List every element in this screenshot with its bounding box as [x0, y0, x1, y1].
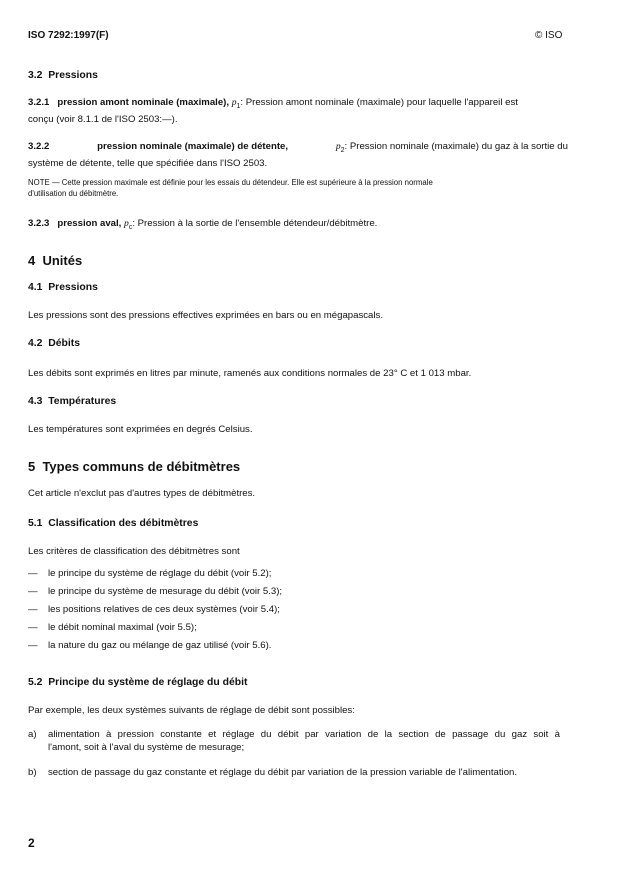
symbol-subscript: c — [128, 223, 133, 231]
definition-number: 3.2.2 — [28, 141, 50, 152]
list-dash: — — [28, 604, 38, 615]
definition-number: 3.2.1 — [28, 97, 50, 108]
definition-3-2-3 — [28, 217, 568, 234]
definition-term: pression aval, — [57, 218, 122, 229]
section-4-3-text: Les températures sont exprimées en degrés Celsius. — [28, 424, 253, 435]
section-3-2-title: 3.2 Pressions — [28, 70, 98, 81]
list-item: les positions relatives de ces deux systèmes (voir 5.4); — [48, 604, 280, 615]
definition-term: pression amont nominale (maximale), — [57, 97, 230, 108]
classification-list — [0, 568, 600, 658]
item-a-label: a) — [28, 729, 37, 740]
definition-text-cont: système de détente, telle que spécifiée dans l'ISO 2503. — [28, 157, 268, 169]
item-b-line: section de passage du gaz constante et réglage du débit par variation de la pression variable de l'alimentation. — [48, 767, 518, 778]
definition-3-2-1 — [28, 96, 568, 126]
list-item: le débit nominal maximal (voir 5.5); — [48, 622, 197, 633]
definition-term: pression nominale (maximale) de détente, — [97, 141, 289, 152]
section-5-title: 5 Types communs de débitmètres — [28, 459, 241, 474]
section-4-1-text: Les pressions sont des pressions effectives exprimées en bars ou en mégapascals. — [28, 310, 383, 321]
section-4-2-text: Les débits sont exprimés en litres par minute, ramenés aux conditions normales de 23° C et 1 013 mbar. — [28, 368, 472, 379]
item-a-line: l'amont, soit à l'aval du système de mesurage; — [48, 742, 245, 753]
page-number: 2 — [28, 836, 35, 850]
list-item: la nature du gaz ou mélange de gaz utilisé (voir 5.6). — [48, 640, 272, 651]
section-5-2-title: 5.2 Principe du système de réglage du débit — [28, 677, 248, 688]
section-5-1-title: 5.1 Classification des débitmètres — [28, 518, 199, 529]
definition-text-cont: conçu (voir 8.1.1 de l'ISO 2503:—). — [28, 113, 178, 125]
symbol-subscript: 1 — [236, 102, 241, 110]
section-4-1-title: 4.1 Pressions — [28, 282, 98, 293]
definition-text: : Pression amont nominale (maximale) pour laquelle l'appareil est — [240, 97, 518, 108]
list-dash: — — [28, 568, 38, 579]
section-5-1-intro: Les critères de classification des débitmètres sont — [28, 546, 240, 557]
note-line: NOTE — Cette pression maximale est définie pour les essais du détendeur. Elle est supérieure à la pression normale — [28, 178, 433, 187]
list-item: le principe du système de réglage du débit (voir 5.2); — [48, 568, 272, 579]
copyright-notice: © ISO — [535, 30, 563, 41]
section-5-intro: Cet article n'exclut pas d'autres types de débitmètres. — [28, 488, 256, 499]
symbol-subscript: 2 — [340, 146, 345, 154]
list-dash: — — [28, 622, 38, 633]
symbol: p — [335, 141, 341, 152]
note — [28, 177, 568, 199]
definition-number: 3.2.3 — [28, 218, 50, 229]
symbol: p — [124, 218, 129, 229]
item-b-label: b) — [28, 767, 37, 778]
item-a — [48, 728, 560, 754]
symbol: p — [231, 97, 237, 108]
note-line: d'utilisation du débitmètre. — [28, 189, 119, 198]
standard-reference: ISO 7292:1997(F) — [28, 30, 109, 41]
definition-text: : Pression nominale (maximale) du gaz à la sortie du — [344, 141, 568, 152]
definition-3-2-2 — [28, 140, 568, 170]
list-item: le principe du système de mesurage du débit (voir 5.3); — [48, 586, 283, 597]
section-4-2-title: 4.2 Débits — [28, 338, 80, 349]
section-4-3-title: 4.3 Températures — [28, 396, 117, 407]
list-dash: — — [28, 640, 38, 651]
list-dash: — — [28, 586, 38, 597]
section-5-2-intro: Par exemple, les deux systèmes suivants de réglage de débit sont possibles: — [28, 705, 355, 716]
section-4-title: 4 Unités — [28, 253, 83, 268]
item-a-line: alimentation à pression constante et réglage du débit par variation de la section de passage du gaz soit à — [48, 729, 560, 740]
definition-text: : Pression à la sortie de l'ensemble détendeur/débitmètre. — [132, 218, 378, 229]
